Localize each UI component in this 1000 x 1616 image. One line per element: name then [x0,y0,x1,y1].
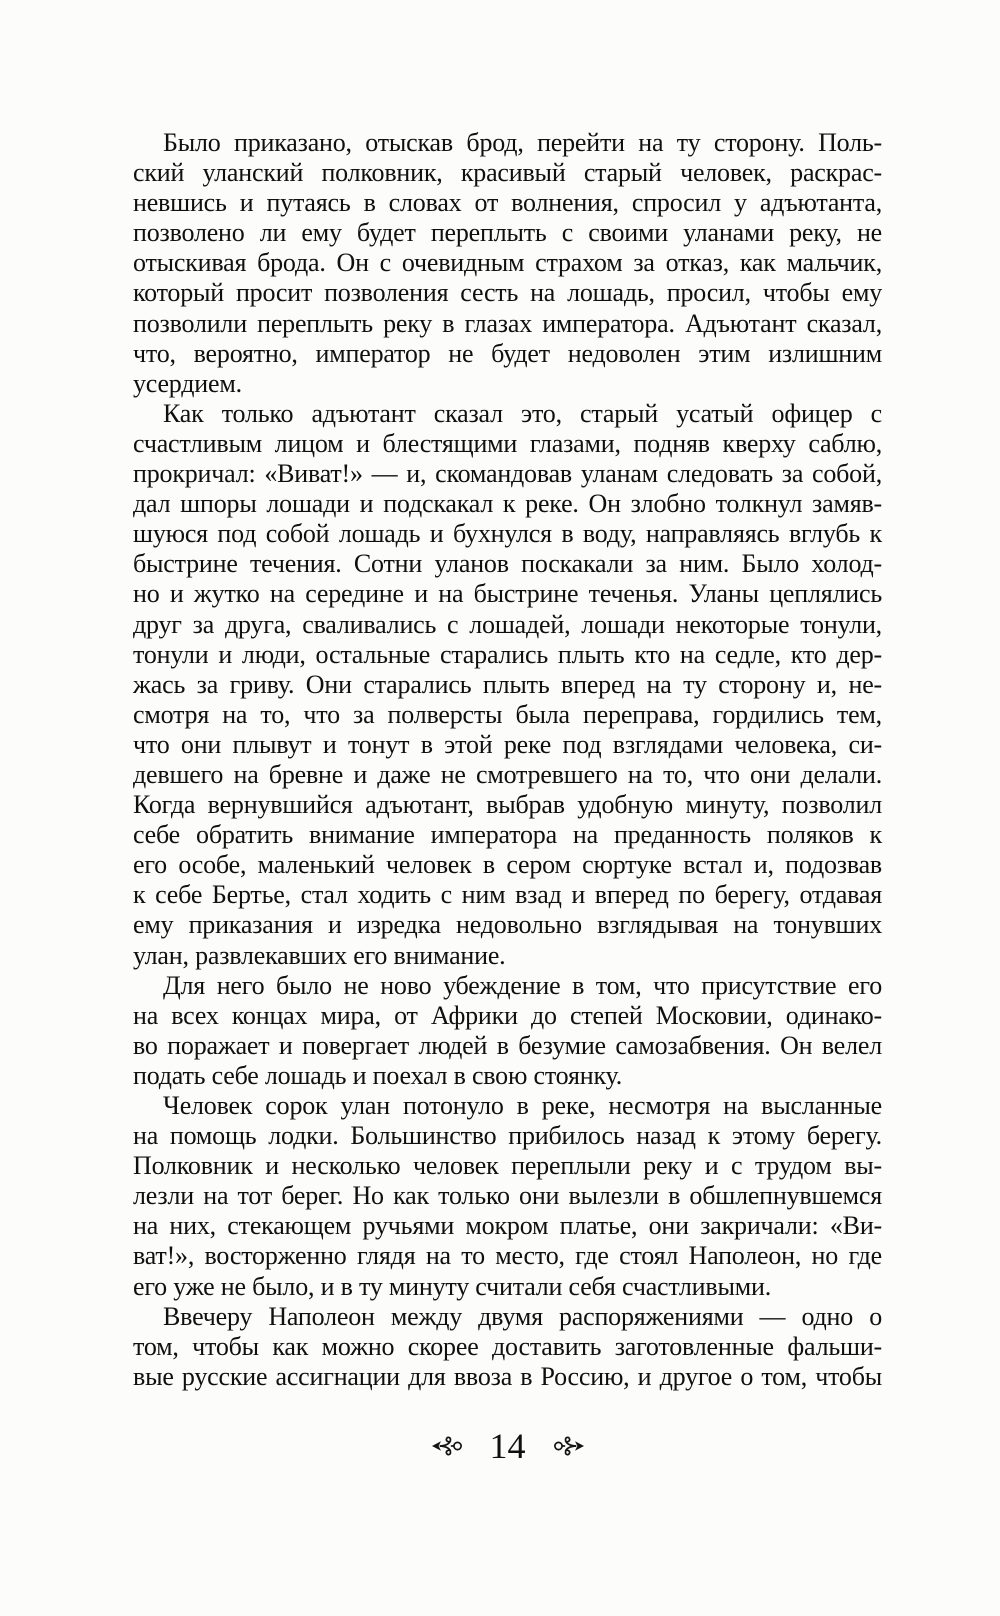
text-line: смотря на то, что за полверсты была переправа, гордились тем, [133,699,882,729]
paragraph [133,128,882,399]
text-line: его уже не было, и в ту минуту считали себя счастливыми. [133,1271,771,1301]
text-line: вые русские ассигнации для ввоза в Россию, и другое о том, чтобы [133,1361,882,1391]
text-line: во поражает и повергает людей в безумие самозабвения. Он велел [133,1030,882,1060]
text-line: к себе Бертье, стал ходить с ним взад и вперед по берегу, отдавая [133,880,882,910]
text-line: Ввечеру Наполеон между двумя распоряжениями — одно о [163,1301,882,1331]
text-line: Было приказано, отыскав брод, перейти на ту сторону. Поль- [163,128,882,157]
text-line: жась за гриву. Они старались плыть вперед на ту сторону и, не- [133,669,882,699]
text-line: ват!», восторженно глядя на то место, где стоял Наполеон, но где [133,1241,882,1271]
text-line: том, чтобы как можно скорее доставить заготовленные фальши- [133,1331,882,1361]
text-line: счастливым лицом и блестящими глазами, подняв кверху саблю, [133,428,882,458]
text-line: девшего на бревне и даже не смотревшего на то, что они делали. [133,759,882,789]
text-line: который просит позволения сесть на лошадь, просил, чтобы ему [133,278,882,308]
text-line: усердием. [133,368,242,398]
paragraph [133,1091,882,1302]
text-line: шуюся под собой лошадь и бухнулся в воду, направляясь вглубь к [133,519,882,549]
text-line: друг за друга, сваливались с лошадей, лошади некоторые тонули, [133,609,882,639]
text-line: что, вероятно, император не будет недоволен этим излишним [133,338,882,368]
text-line: позволено ли ему будет переплыть с своими уланами реку, не [133,218,882,248]
text-line: Когда вернувшийся адъютант, выбрав удобную минуту, позволил [133,790,882,820]
text-line: быстрине течения. Сотни уланов поскакали за ним. Было холод- [133,549,882,579]
text-line: отыскивая брода. Он с очевидным страхом за отказ, как мальчик, [133,248,882,278]
text-line: себе обратить внимание императора на преданность поляков к [133,820,882,850]
text-line: прокричал: «Виват!» — и, скомандовав уланам следовать за собой, [133,459,882,489]
paragraph [133,971,882,1091]
text-line: подать себе лошадь и поехал в свою стоянку. [133,1060,623,1090]
text-line: невшись и путаясь в словах от волнения, спросил у адъютанта, [133,188,882,218]
text-line: на них, стекающем ручьями мокром платье, они закричали: «Ви- [133,1211,882,1241]
text-line: тонули и люди, остальные старались плыть кто на седле, кто дер- [133,639,882,669]
body-text [133,128,882,1392]
text-line: улан, развлекавших его внимание. [133,940,506,970]
text-line: Полковник и несколько человек переплыли реку и с трудом вы- [133,1151,882,1181]
text-line: но и жутко на середине и на быстрине теченья. Уланы цеплялись [133,579,882,609]
text-line: ский уланский полковник, красивый старый человек, раскрас- [133,158,882,188]
floral-ornament-left-icon [430,1434,472,1458]
text-line: дал шпоры лошади и подскакал к реке. Он злобно толкнул замяв- [133,489,882,519]
floral-ornament-right-icon [544,1434,586,1458]
text-line: на всех концах мира, от Африки до степей Московии, одинако- [133,1000,882,1030]
text-line: на помощь лодки. Большинство прибилось назад к этому берегу. [133,1121,882,1151]
text-line: лезли на тот берег. Но как только они вылезли в обшлепнувшемся [133,1181,882,1211]
text-line: ему приказания и изредка недовольно взглядывая на тонувших [133,910,882,940]
paragraph [133,1302,882,1392]
text-line: его особе, маленький человек в сером сюртуке встал и, подозвав [133,850,882,880]
text-line: Человек сорок улан потонуло в реке, несмотря на высланные [163,1091,882,1120]
text-line: позволили переплыть реку в глазах императора. Адъютант сказал, [133,308,882,338]
text-line: что они плывут и тонут в этой реке под взглядами человека, си- [133,729,882,759]
text-line: Для него было не ново убеждение в том, что присутствие его [163,970,882,1000]
page-footer [133,1426,882,1466]
text-line: Как только адъютант сказал это, старый усатый офицер с [163,398,882,428]
paragraph [133,399,882,971]
page-number: 14 [489,1426,526,1466]
